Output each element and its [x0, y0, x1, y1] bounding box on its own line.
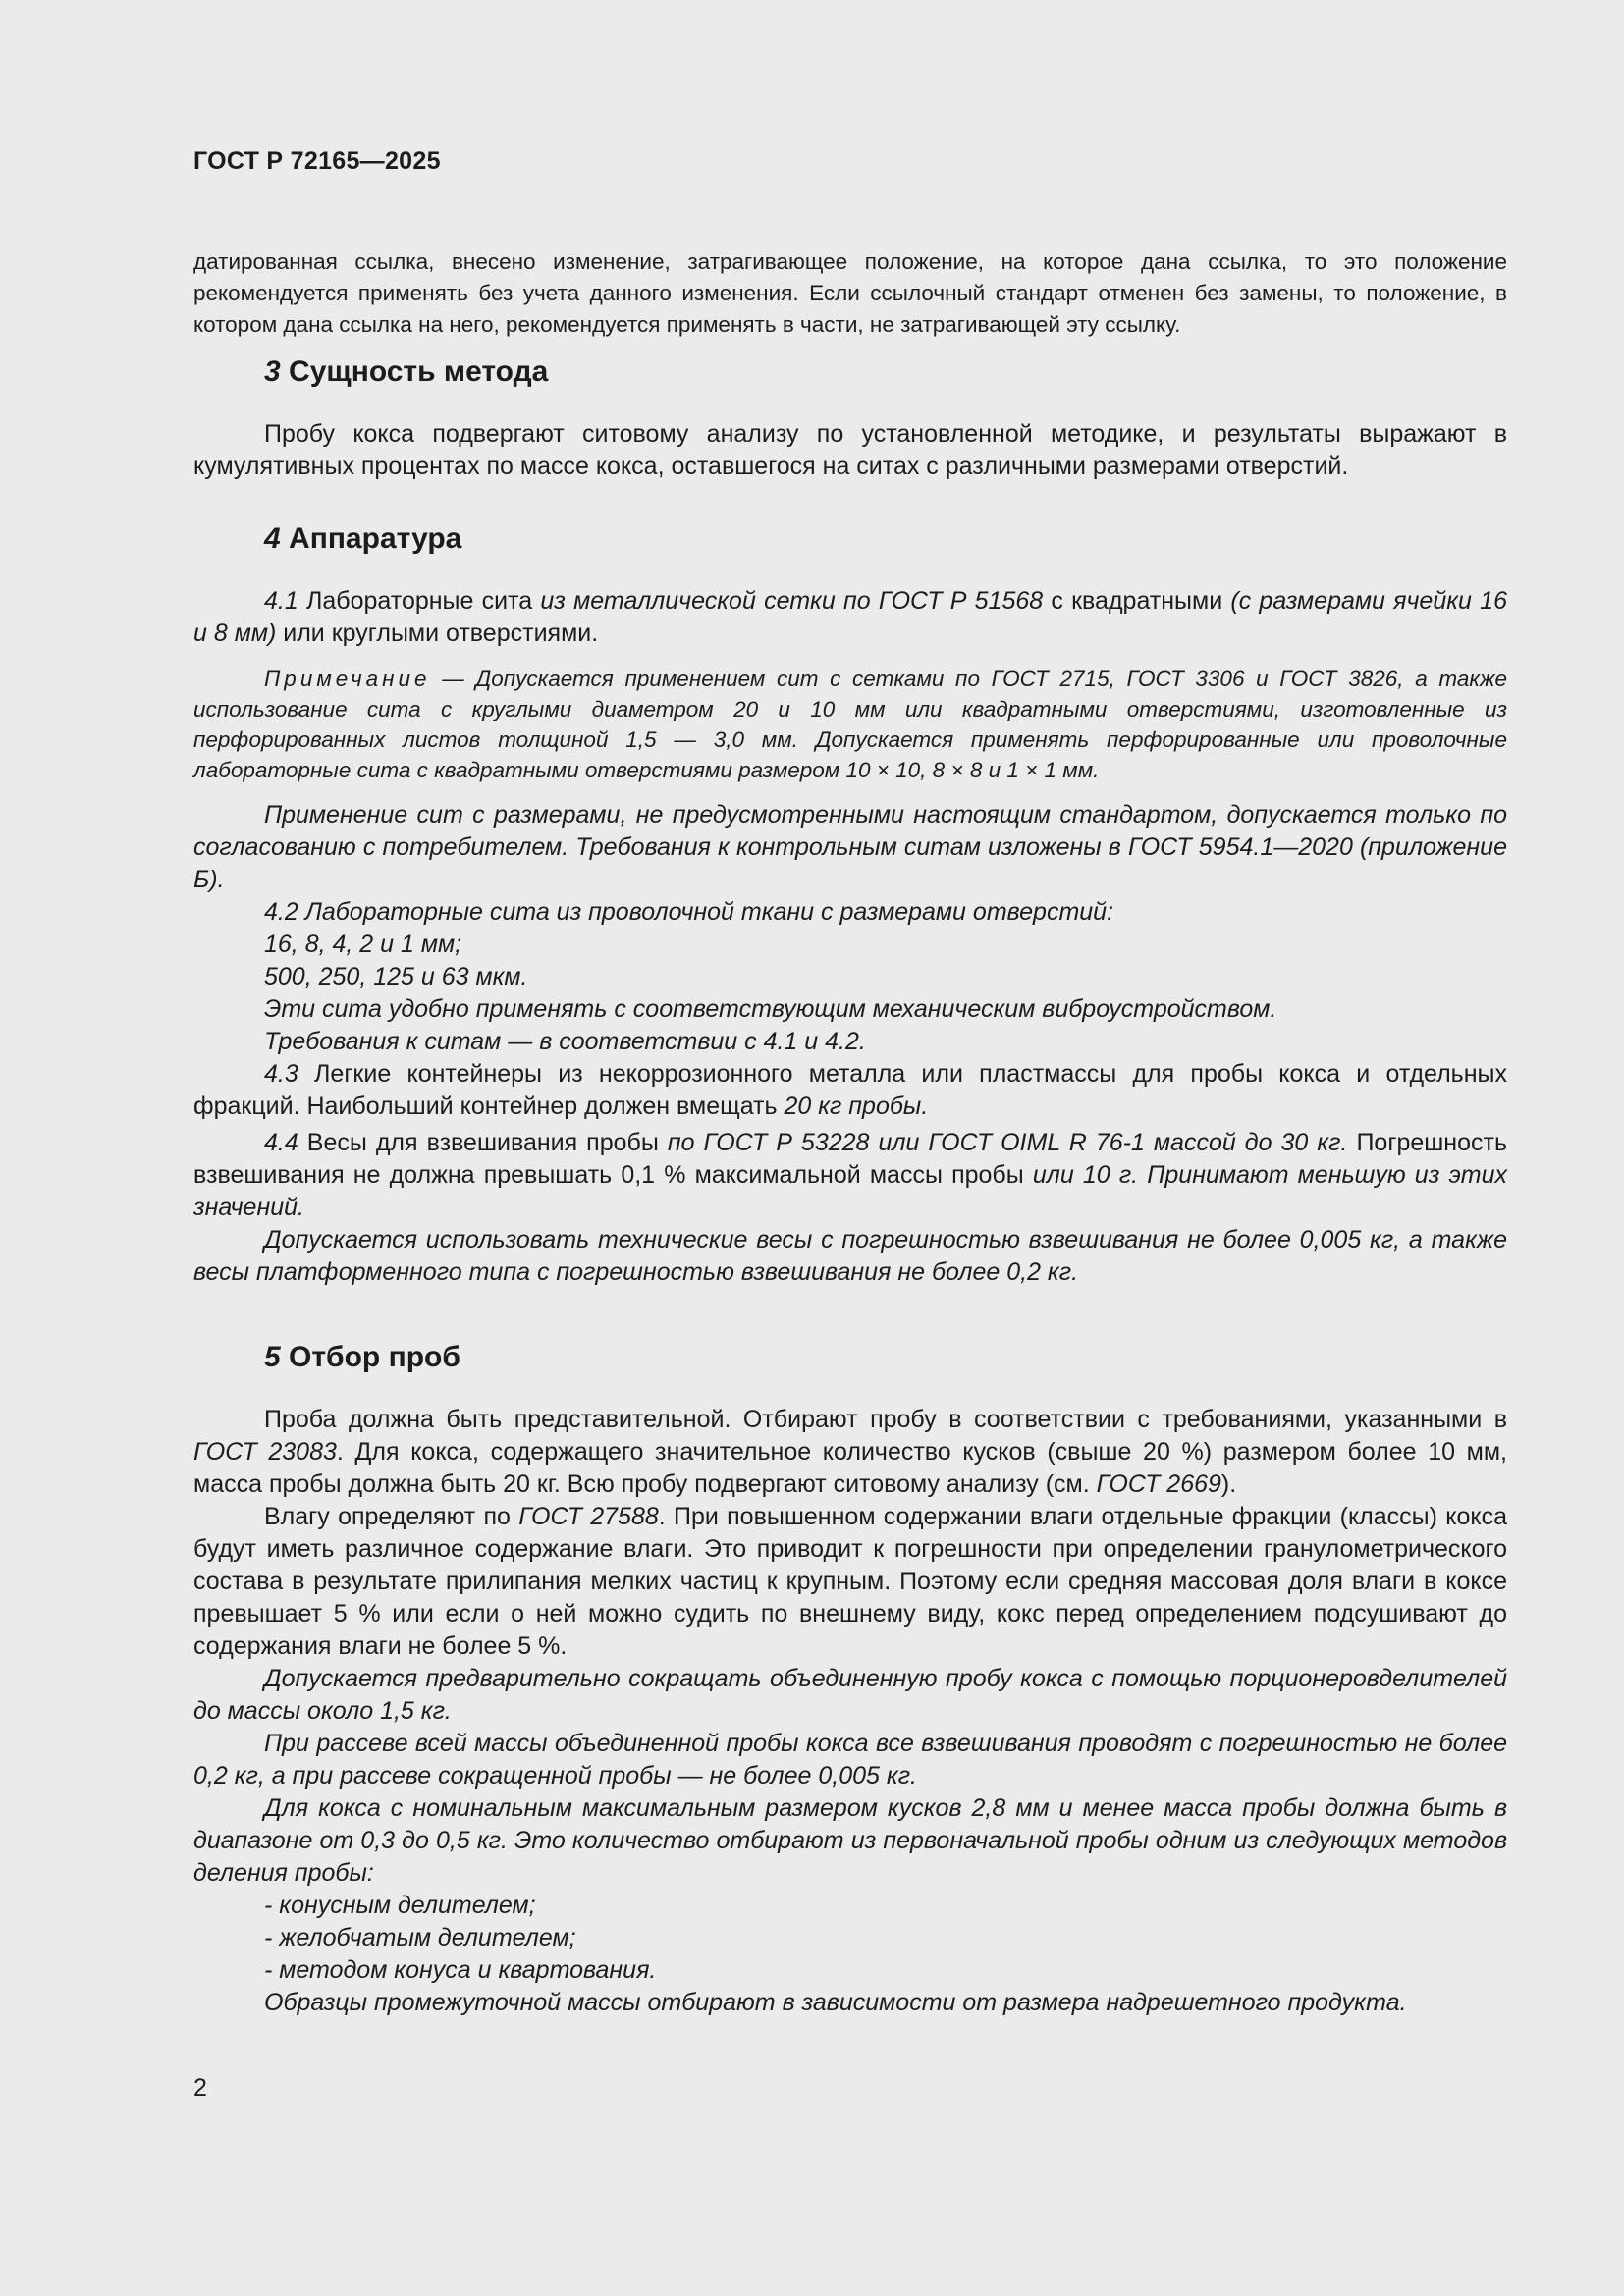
clause-4-1: 4.1 Лабораторные сита из металлической сетки по ГОСТ Р 51568 с квадратными (с размерами ячейки 16 и 8 мм) или круглыми отверстиями.: [193, 587, 1507, 647]
intro-paragraph: датированная ссылка, внесено изменение, затрагивающее положение, на которое дана ссылка, то это положение рекомендуется применять без учета данного изменения. Если ссылочный стандарт отменен без замены, то положение, в котором дана ссылка на него, рекомендуется применять в части, не затрагивающей эту ссылку.: [193, 248, 1507, 337]
section-5-paragraph-2: Влагу определяют по ГОСТ 27588. При повышенном содержании влаги отдельные фракции (классы) кокса будут иметь различное содержание влаги. Это приводит к погрешности при определении гранулометрического состава в результате прилипания мелких частиц к крупным. Поэтому если средняя массовая доля влаги в коксе превышает 5 % или если о ней можно судить по внешнему виду, кокс перед определением подсушивают до содержания влаги не более 5 %.: [193, 1503, 1507, 1660]
paragraph-technical-scales: Допускается использовать технические весы с погрешностью взвешивания не более 0,005 кг, а также весы платформенного типа с погрешностью взвешивания не более 0,2 кг.: [193, 1226, 1507, 1286]
section-4-title: Аппаратура: [289, 522, 462, 555]
section-5-paragraph-4: При рассеве всей массы объединенной пробы кокса все взвешивания проводят с погрешностью не более 0,2 кг, а при рассеве сокращенной пробы — не более 0,005 кг.: [193, 1730, 1507, 1789]
clause-4-3: 4.3 Легкие контейнеры из некоррозионного металла или пластмассы для пробы кокса и отдельных фракций. Наибольший контейнер должен вмещать 20 кг пробы.: [193, 1060, 1507, 1120]
paragraph-sieve-application: Применение сит с размерами, не предусмотренными настоящим стандартом, допускается только по согласованию с потребителем. Требования к контрольным ситам изложены в ГОСТ 5954.1—2020 (приложение Б).: [193, 801, 1507, 893]
section-5-number: 5: [264, 1341, 281, 1373]
clause-4-2-sizes-mm: 16, 8, 4, 2 и 1 мм;: [264, 931, 462, 958]
note-4-1: Примечание — Допускается применением сит с сетками по ГОСТ 2715, ГОСТ 3306 и ГОСТ 3826, а также использование сита с круглыми диаметром 20 и 10 мм или квадратными отверстиями, изготовленные из перфорированных листов толщиной 1,5 — 3,0 мм. Допускается применять перфорированные или проволочные лабораторные сита с квадратными отверстиями размером 10 × 10, 8 × 8 и 1 × 1 мм.: [193, 667, 1507, 782]
clause-4-2-sizes-um: 500, 250, 125 и 63 мкм.: [264, 963, 528, 990]
section-3-number: 3: [264, 355, 281, 388]
section-5-paragraph-1: Проба должна быть представительной. Отбирают пробу в соответствии с требованиями, указанными в ГОСТ 23083. Для кокса, содержащего значительное количество кусков (свыше 20 %) размером более 10 мм, масса пробы должна быть 20 кг. Всю пробу подвергают ситовому анализу (см. ГОСТ 2669).: [193, 1406, 1507, 1498]
document-code-header: ГОСТ Р 72165—2025: [193, 147, 441, 175]
clause-4-2-requirements: Требования к ситам — в соответствии с 4.1 и 4.2.: [264, 1028, 866, 1055]
list-item: - методом конуса и квартования.: [264, 1956, 657, 1984]
note-label: Примечание: [264, 667, 431, 691]
section-3-paragraph: Пробу кокса подвергают ситовому анализу по установленной методике, и результаты выражают в кумулятивных процентах по массе кокса, оставшегося на ситах с различными размерами отверстий.: [193, 420, 1507, 480]
section-5-paragraph-6: Образцы промежуточной массы отбирают в зависимости от размера надрешетного продукта.: [264, 1989, 1407, 2016]
section-4-body: [193, 585, 1507, 1289]
section-4-heading: [264, 522, 461, 556]
clause-4-2-vibro: Эти сита удобно применять с соответствующим механическим виброустройством.: [264, 995, 1277, 1023]
section-3-title: Сущность метода: [289, 355, 549, 388]
section-5-paragraph-3: Допускается предварительно сокращать объединенную пробу кокса с помощью порционеровделителей до массы около 1,5 кг.: [193, 1665, 1507, 1725]
section-5-title: Отбор проб: [289, 1341, 460, 1373]
section-5-heading: [264, 1341, 460, 1374]
section-3-heading: [264, 355, 548, 389]
page-number: 2: [193, 2074, 207, 2102]
section-5-paragraph-5: Для кокса с номинальным максимальным размером кусков 2,8 мм и менее масса пробы должна быть в диапазоне от 0,3 до 0,5 кг. Это количество отбирают из первоначальной пробы одним из следующих методов деления пробы:: [193, 1794, 1507, 1887]
section-3-body: [193, 418, 1507, 483]
clause-4-4: 4.4 Весы для взвешивания пробы по ГОСТ Р 53228 или ГОСТ OIML R 76-1 массой до 30 кг. Погрешность взвешивания не должна превышать 0,1 % максимальной массы пробы или 10 г. Принимают меньшую из этих значений.: [193, 1129, 1507, 1221]
section-4-number: 4: [264, 522, 281, 555]
section-5-body: [193, 1404, 1507, 2019]
list-item: - конусным делителем;: [264, 1892, 536, 1919]
list-item: - желобчатым делителем;: [264, 1924, 576, 1951]
clause-4-2: 4.2 Лабораторные сита из проволочной ткани с размерами отверстий:: [264, 898, 1114, 926]
